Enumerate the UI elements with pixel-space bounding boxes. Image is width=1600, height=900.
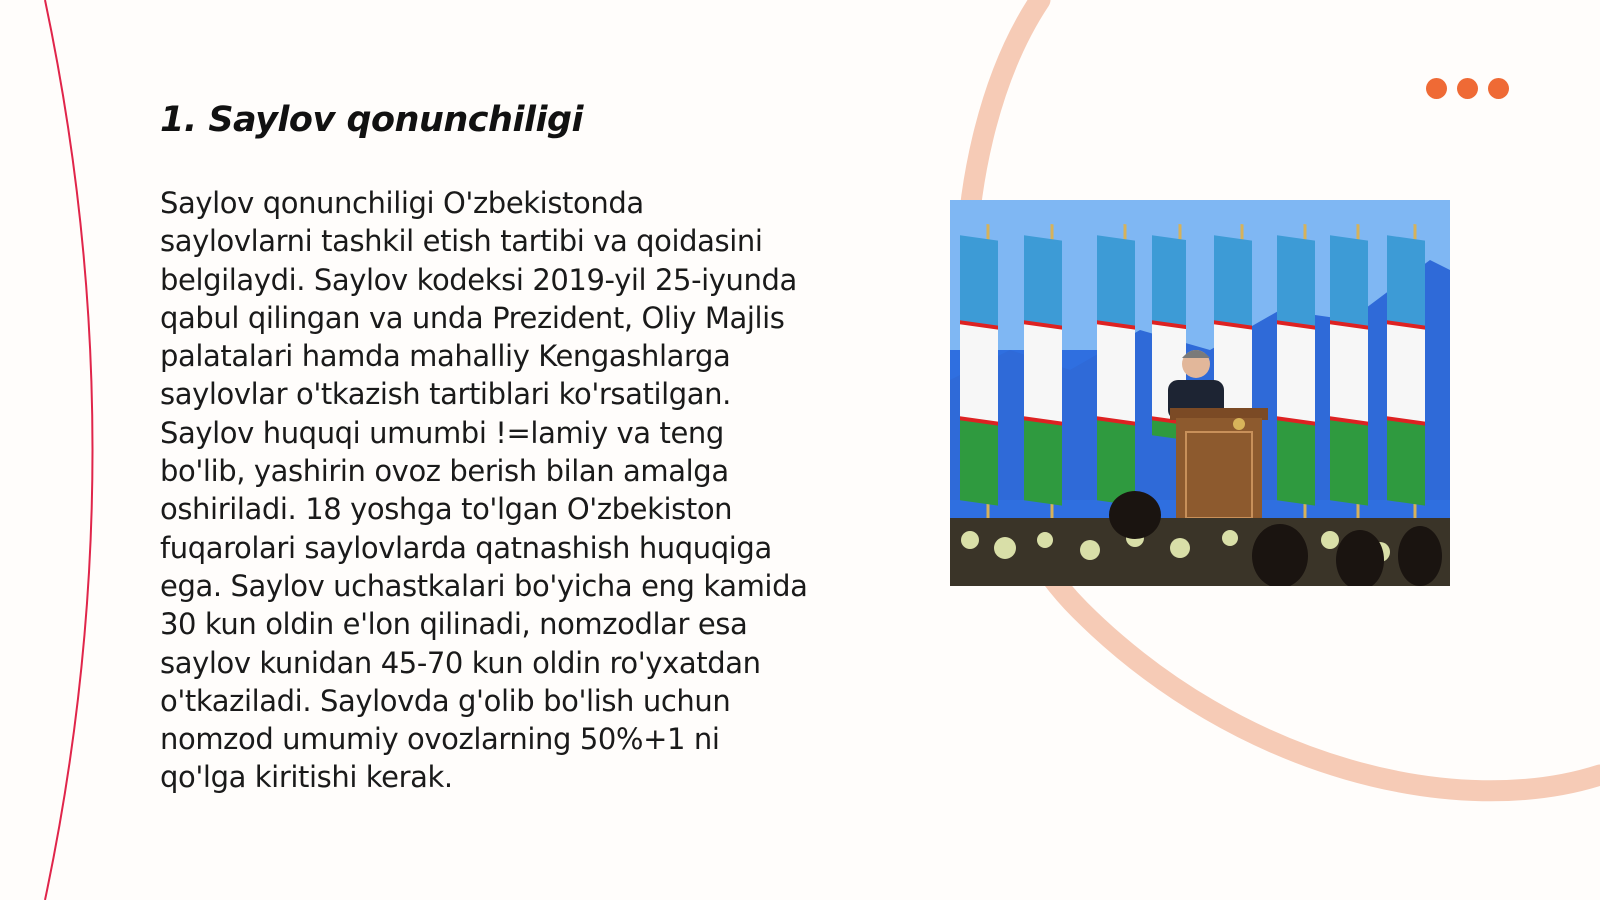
text-line: 30 kun oldin e'lon qilinadi, nomzodlar esa bbox=[160, 607, 748, 642]
left-red-arc bbox=[45, 0, 93, 900]
podium bbox=[1170, 408, 1268, 528]
text-line: saylov kunidan 45-70 kun oldin ro'yxatdan bbox=[160, 645, 761, 680]
text-line: saylovlarni tashkil etish tartibi va qoidasini bbox=[160, 224, 763, 259]
text-line: fuqarolari saylovlarda qatnashish huquqiga bbox=[160, 530, 772, 565]
body-paragraph bbox=[160, 184, 860, 797]
text-line: saylovlar o'tkazish tartiblari ko'rsatilgan. bbox=[160, 377, 731, 412]
text-line: oshiriladi. 18 yoshga to'lgan O'zbekiston bbox=[160, 492, 733, 527]
text-line: Saylov qonunchiligi O'zbekistonda bbox=[160, 186, 644, 220]
text-line: ega. Saylov uchastkalari bo'yicha eng kamida bbox=[160, 568, 808, 603]
text-line: nomzod umumiy ovozlarning 50%+1 ni bbox=[160, 722, 720, 757]
slide-title: 1. Saylov qonunchiligi bbox=[160, 100, 583, 140]
text-line: bo'lib, yashirin ovoz berish bilan amalga bbox=[160, 454, 729, 489]
text-line: Saylov huquqi umumbi !=lamiy va teng bbox=[160, 415, 724, 450]
photo-podium-flags bbox=[950, 200, 1450, 586]
more-dots-icon bbox=[1426, 78, 1509, 99]
dot bbox=[1426, 78, 1447, 99]
text-line: qabul qilingan va unda Prezident, Oliy Majlis bbox=[160, 300, 785, 335]
dot bbox=[1457, 78, 1478, 99]
text-line: palatalari hamda mahalliy Kengashlarga bbox=[160, 339, 731, 374]
text-line: belgilaydi. Saylov kodeksi 2019-yil 25-iyunda bbox=[160, 262, 797, 297]
dot bbox=[1488, 78, 1509, 99]
text-line: qo'lga kiritishi kerak. bbox=[160, 760, 453, 795]
photo-illustration bbox=[950, 200, 1450, 586]
text-line: o'tkaziladi. Saylovda g'olib bo'lish uchun bbox=[160, 683, 731, 718]
